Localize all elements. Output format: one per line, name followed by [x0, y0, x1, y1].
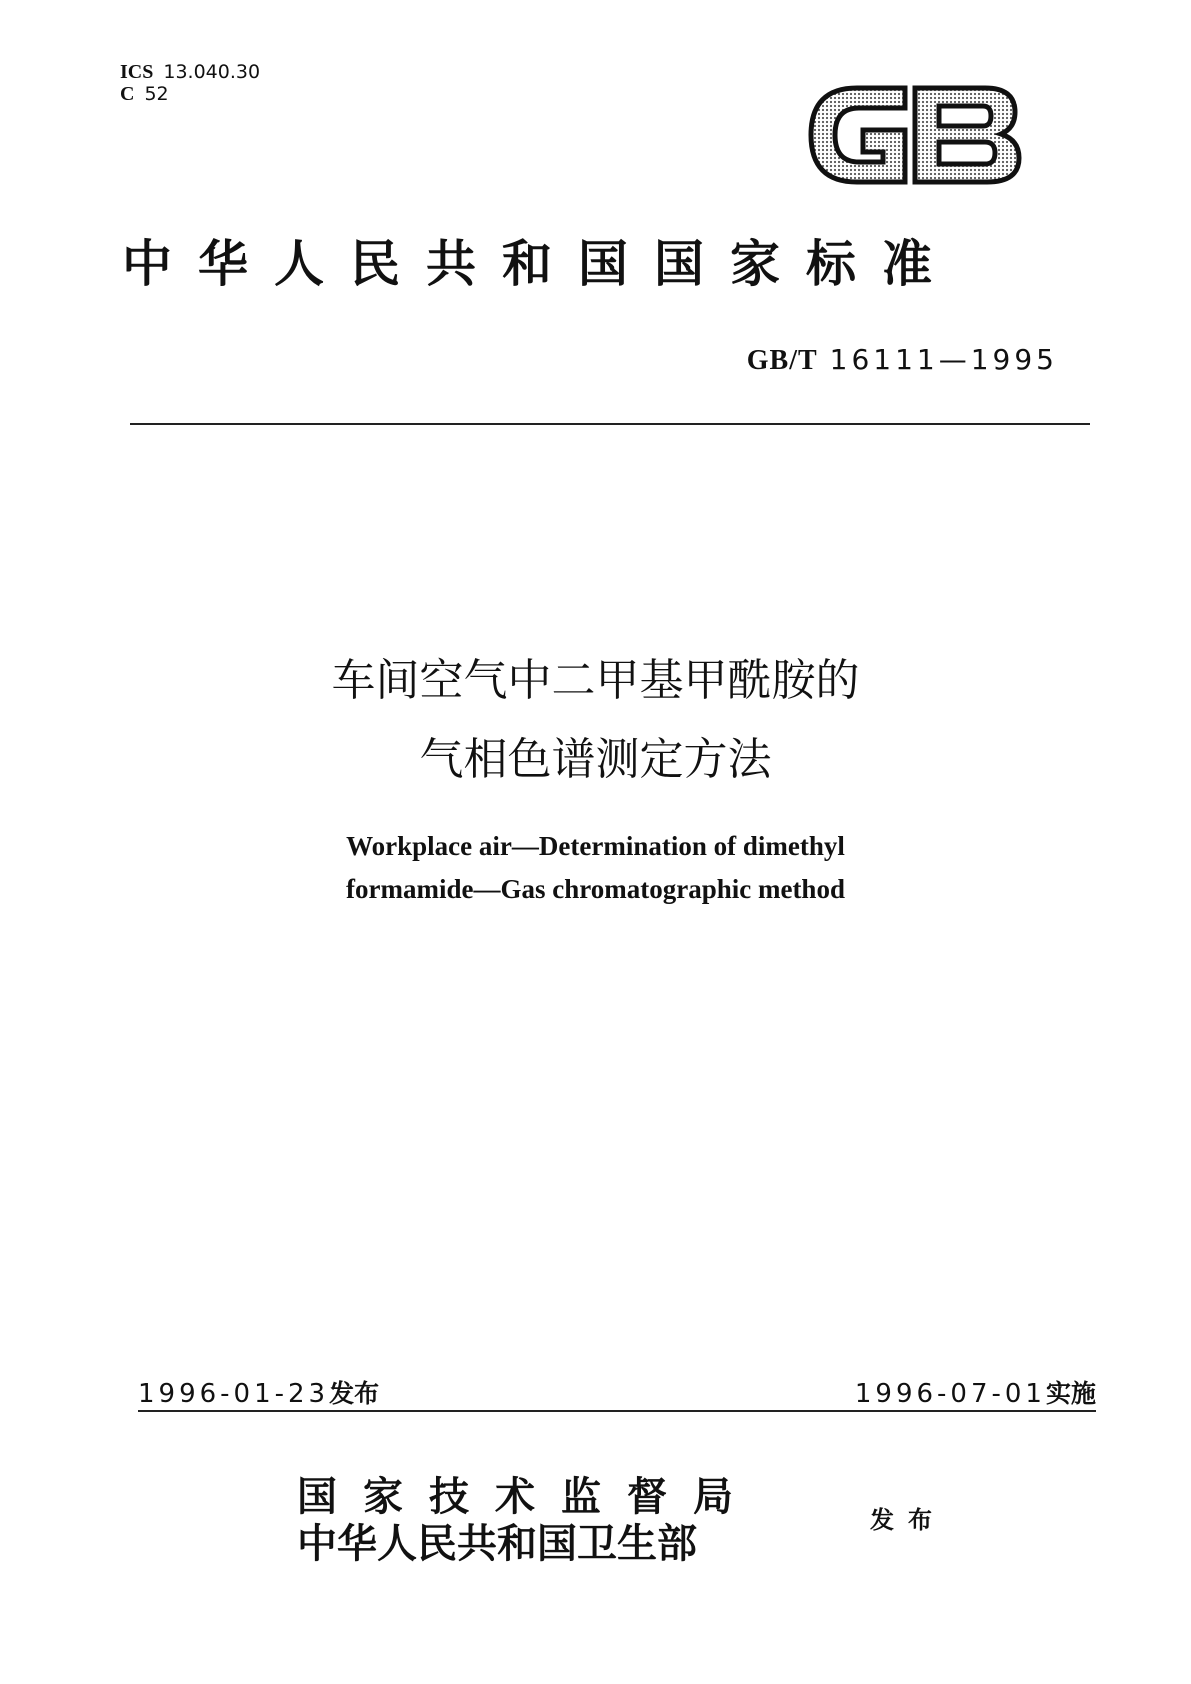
- implement-date: [855, 1379, 1096, 1409]
- national-standard-title: 中华人民共和国国家标准: [122, 234, 958, 293]
- standard-code: [747, 345, 1058, 376]
- chinese-title-line-1: 车间空气中二甲基甲酰胺的: [331, 655, 860, 706]
- issued-label: 发布: [870, 1506, 946, 1534]
- english-title-line-1: Workplace air—Determination of dimethyl: [346, 831, 845, 861]
- chinese-title-line-2: 气相色谱测定方法: [419, 734, 772, 785]
- standard-number: 16111—1995: [829, 343, 1058, 376]
- standard-prefix: GB/T: [746, 345, 818, 376]
- implement-date-value: 1996-07-01: [854, 1379, 1046, 1409]
- top-divider: [130, 423, 1090, 425]
- ics-value: 13.040.30: [163, 61, 261, 83]
- issuer-line-1: 国家技术监督局: [297, 1473, 759, 1520]
- gb-logo: [805, 80, 1023, 190]
- bottom-divider: [138, 1410, 1096, 1412]
- publish-label: 发布: [329, 1379, 380, 1408]
- english-title-line-2: formamide—Gas chromatographic method: [346, 874, 845, 904]
- implement-label: 实施: [1045, 1379, 1096, 1408]
- ics-label: ICS: [120, 61, 154, 83]
- ccs-label: C: [120, 83, 135, 105]
- ics-code: [120, 62, 260, 82]
- publish-date: [138, 1379, 379, 1409]
- ccs-code: [120, 84, 169, 104]
- publish-date-value: 1996-01-23: [138, 1379, 330, 1409]
- issuer-line-2: 中华人民共和国卫生部: [297, 1520, 697, 1567]
- ccs-value: 52: [144, 83, 169, 105]
